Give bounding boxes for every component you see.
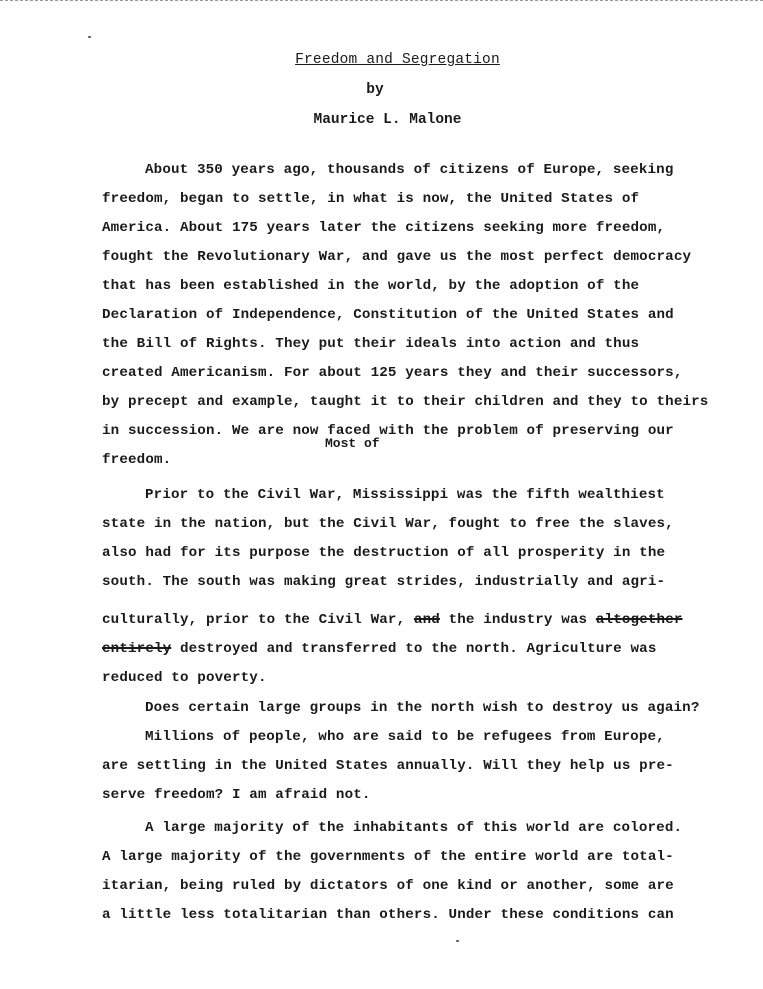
text-line: A large majority of the governments of the entire world are total- [102, 849, 674, 865]
text-line: state in the nation, but the Civil War, fought to free the slaves, [102, 516, 674, 532]
page-edge [0, 0, 763, 1]
author-name: Maurice L. Malone [313, 112, 462, 128]
text-line: that has been established in the world, by the adoption of the [102, 278, 640, 294]
text-line: Millions of people, who are said to be refugees from Europe, [145, 729, 665, 745]
text-line: freedom, began to settle, in what is now, the United States of [102, 191, 640, 207]
handwritten-insert: Most of [325, 436, 380, 451]
text-line: serve freedom? I am afraid not. [102, 787, 371, 803]
text-line: Declaration of Independence, Constitution of the United States and [102, 307, 674, 323]
text-line: also had for its purpose the destruction of all prosperity in the [102, 545, 666, 561]
text-line: freedom. [102, 452, 172, 468]
text-line: the Bill of Rights. They put their ideals into action and thus [102, 336, 640, 352]
text-line: a little less totalitarian than others. Under these conditions can [102, 907, 674, 923]
document-title: Freedom and Segregation [295, 52, 500, 68]
text-line: created Americanism. For about 125 years they and their successors, [102, 365, 683, 381]
text-line: A large majority of the inhabitants of this world are colored. [145, 820, 683, 836]
text-line-edited [102, 639, 657, 659]
byline: by [366, 82, 384, 98]
text-line: About 350 years ago, thousands of citizens of Europe, seeking [145, 162, 674, 178]
text-segment: culturally, prior to the Civil War, [102, 612, 406, 628]
text-line: fought the Revolutionary War, and gave us the most perfect democracy [102, 249, 692, 265]
text-line: by precept and example, taught it to their children and they to theirs [102, 394, 709, 410]
text-line: Does certain large groups in the north wish to destroy us again? [145, 700, 700, 716]
text-line: America. About 175 years later the citizens seeking more freedom, [102, 220, 666, 236]
struck-word: altogether [595, 612, 683, 628]
text-line: Prior to the Civil War, Mississippi was the fifth wealthiest [145, 487, 665, 503]
struck-word: and [413, 612, 440, 628]
text-line-edited [102, 610, 683, 630]
text-line: reduced to poverty. [102, 670, 267, 686]
text-segment: destroyed and transferred to the north. Agriculture was [179, 641, 657, 657]
text-segment: the industry was [448, 612, 588, 628]
scan-speck [88, 36, 91, 38]
text-line: south. The south was making great strides, industrially and agri- [102, 574, 666, 590]
text-line: itarian, being ruled by dictators of one kind or another, some are [102, 878, 674, 894]
text-line: in succession. We are now faced with the problem of preserving our [102, 423, 674, 439]
scan-speck [456, 940, 459, 942]
struck-word: entirely [102, 641, 172, 657]
text-line: are settling in the United States annually. Will they help us pre- [102, 758, 674, 774]
